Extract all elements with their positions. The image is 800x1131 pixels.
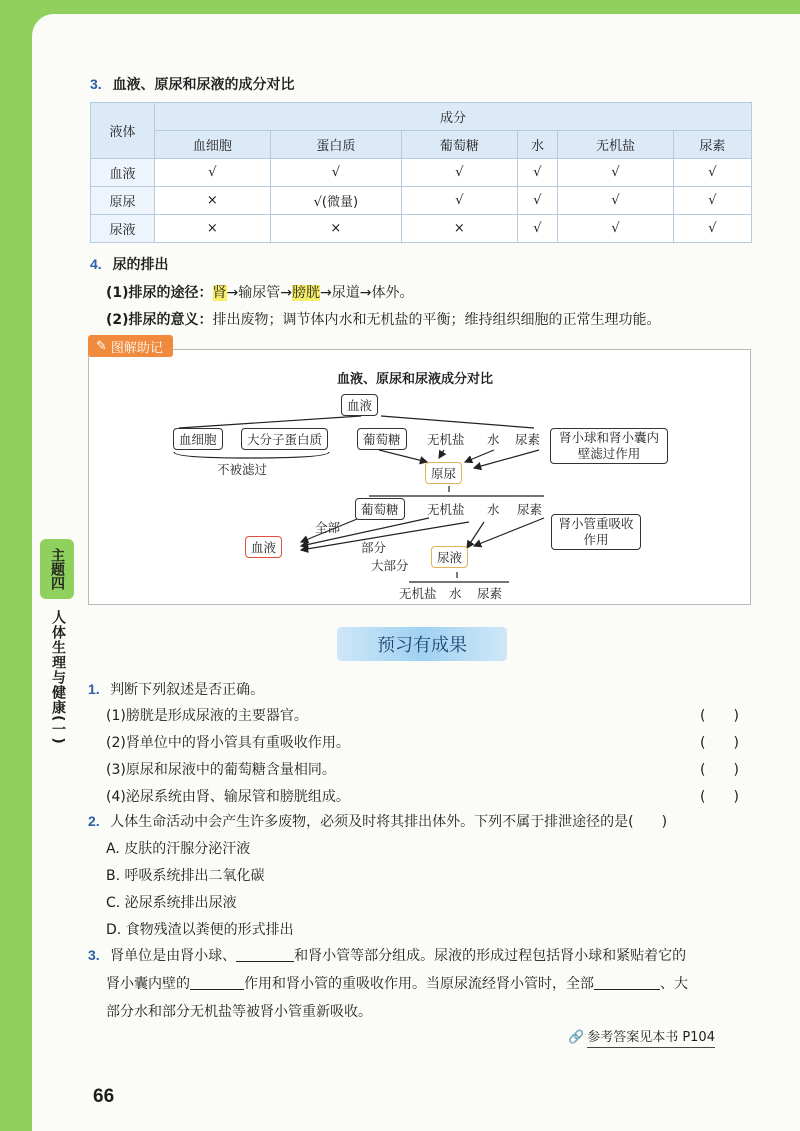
table-column-row	[91, 131, 752, 159]
urea-label-3: 尿素	[477, 586, 503, 601]
q1-stem: 1. 判断下列叙述是否正确。	[88, 681, 265, 698]
table-row	[91, 215, 752, 243]
table-header-row	[91, 103, 752, 131]
side-tab-theme	[40, 539, 74, 599]
water-label-2: 水	[487, 502, 500, 517]
blood-cell-box: 血细胞	[173, 428, 223, 450]
column-header: 蛋白质	[270, 131, 401, 159]
q2-option-b: B. 呼吸系统排出二氧化碳	[106, 868, 265, 884]
q1-item-3: (3)原尿和尿液中的葡萄糖含量相同。	[106, 762, 336, 778]
table-cell: √	[558, 159, 674, 187]
diagram-badge	[88, 335, 173, 357]
blood-bottom-box: 血液	[245, 536, 282, 558]
fill-blank-2[interactable]	[190, 975, 244, 990]
table-corner: 液体	[91, 103, 155, 159]
table-cell: √	[673, 187, 751, 215]
section-number: 3.	[90, 76, 102, 92]
table-cell: √	[558, 187, 674, 215]
section-number: 4.	[90, 256, 102, 272]
table-cell: √	[673, 215, 751, 243]
row-label: 原尿	[91, 187, 155, 215]
not-filtered-label: 不被滤过	[217, 462, 268, 477]
highlight-kidney: 肾	[212, 285, 227, 301]
blood-top-box: 血液	[341, 394, 378, 416]
urea-label-1: 尿素	[515, 432, 541, 447]
q2-option-c: C. 泌尿系统排出尿液	[106, 895, 237, 911]
table-cell: √	[517, 187, 558, 215]
item-label: (2)排尿的意义：	[106, 312, 213, 328]
diagram-title: 血液、原尿和尿液成分对比	[337, 372, 494, 387]
glucose-box-1: 葡萄糖	[357, 428, 407, 450]
q1-item-1: (1)膀胱是形成尿液的主要器官。	[106, 708, 308, 724]
salt-label-3: 无机盐	[399, 586, 437, 601]
water-label-1: 水	[487, 432, 500, 447]
q1-item-2: (2)肾单位中的肾小管具有重吸收作用。	[106, 735, 350, 751]
row-label: 血液	[91, 159, 155, 187]
section-title: 尿的排出	[112, 257, 169, 273]
q3-line-1: 3. 肾单位是由肾小球、 和肾小管等部分组成。尿液的形成过程包括肾小球和紧贴着它的	[88, 947, 687, 964]
glucose-box-2: 葡萄糖	[355, 498, 405, 520]
reabsorb-note-box: 肾小管重吸收作用	[551, 514, 641, 550]
answer-paren[interactable]: ( )	[700, 789, 739, 805]
banner-text: 预习有成果	[377, 635, 467, 656]
excretion-path-line: (1)排尿的途径：肾→输尿管→膀胱→尿道→体外。	[106, 285, 414, 301]
table-cell: √	[558, 215, 674, 243]
salt-label-1: 无机盐	[427, 432, 465, 447]
excretion-meaning-line: (2)排尿的意义：排出废物；调节体内水和无机盐的平衡；维持组织细胞的正常生理功能。	[106, 312, 661, 328]
answer-reference-text: 参考答案见本书 P104	[587, 1026, 715, 1048]
salt-label-2: 无机盐	[427, 502, 465, 517]
protein-box: 大分子蛋白质	[241, 428, 328, 450]
q2-option-a: A. 皮肤的汗腺分泌汗液	[106, 841, 251, 857]
q2-stem: 2. 人体生命活动中会产生许多废物，必须及时将其排出体外。下列不属于排泄途径的是( )	[88, 813, 668, 830]
table-cell: √	[155, 159, 271, 187]
filter-note-box: 肾小球和肾小囊内壁滤过作用	[550, 428, 668, 464]
water-label-3: 水	[449, 586, 462, 601]
table-cell: ×	[270, 215, 401, 243]
column-header: 水	[517, 131, 558, 159]
q1-item-4: (4)泌尿系统由肾、输尿管和膀胱组成。	[106, 789, 350, 805]
badge-label: 图解助记	[110, 340, 163, 356]
table-row	[91, 159, 752, 187]
table-cell: √	[517, 215, 558, 243]
table-cell: √(微量)	[270, 187, 401, 215]
answer-paren[interactable]: ( )	[700, 735, 739, 751]
table-group-header: 成分	[155, 103, 752, 131]
q3-line-3: 部分水和部分无机盐等被肾小管重新吸收。	[106, 1004, 372, 1020]
answer-paren[interactable]: ( )	[700, 762, 739, 778]
side-tab-label: 主题四	[49, 548, 65, 590]
highlight-bladder: 膀胱	[292, 285, 321, 301]
urine-box: 尿液	[431, 546, 468, 568]
row-label: 尿液	[91, 215, 155, 243]
composition-table	[90, 102, 752, 243]
q2-option-d: D. 食物残渣以粪便的形式排出	[106, 922, 294, 938]
part-label: 部分	[361, 540, 387, 555]
column-header: 尿素	[673, 131, 751, 159]
table-cell: ×	[402, 215, 518, 243]
table-cell: ×	[155, 215, 271, 243]
question-number: 2.	[88, 813, 100, 829]
table-cell: √	[673, 159, 751, 187]
primary-urine-box: 原尿	[425, 462, 462, 484]
diagram-box	[88, 349, 751, 605]
urea-label-2: 尿素	[517, 502, 543, 517]
q3-line-2: 肾小囊内壁的 作用和肾小管的重吸收作用。当原尿流经肾小管时，全部 、大	[106, 976, 688, 992]
all-label: 全部	[315, 520, 341, 535]
column-header: 葡萄糖	[402, 131, 518, 159]
pencil-icon: ✎	[96, 338, 107, 354]
section-title: 血液、原尿和尿液的成分对比	[112, 77, 295, 93]
answer-paren[interactable]: ( )	[700, 708, 739, 724]
answer-reference	[568, 1026, 715, 1048]
section-3-heading	[90, 74, 295, 94]
item-label: (1)排尿的途径：	[106, 285, 213, 301]
question-number: 3.	[88, 947, 100, 963]
fill-blank-3[interactable]	[594, 975, 660, 990]
link-icon: 🔗	[568, 1029, 585, 1045]
section-4-heading	[90, 254, 169, 274]
table-cell: ×	[155, 187, 271, 215]
table-cell: √	[270, 159, 401, 187]
table-cell: √	[402, 187, 518, 215]
table-cell: √	[517, 159, 558, 187]
table-cell: √	[402, 159, 518, 187]
preview-banner	[337, 627, 507, 661]
column-header: 无机盐	[558, 131, 674, 159]
question-number: 1.	[88, 681, 100, 697]
most-label: 大部分	[371, 558, 409, 573]
side-title: 人体生理与健康(一)	[50, 610, 66, 745]
fill-blank-1[interactable]	[236, 947, 294, 962]
table-row	[91, 187, 752, 215]
page-number: 66	[93, 1086, 115, 1107]
diagram-arrows	[89, 350, 752, 606]
column-header: 血细胞	[155, 131, 271, 159]
